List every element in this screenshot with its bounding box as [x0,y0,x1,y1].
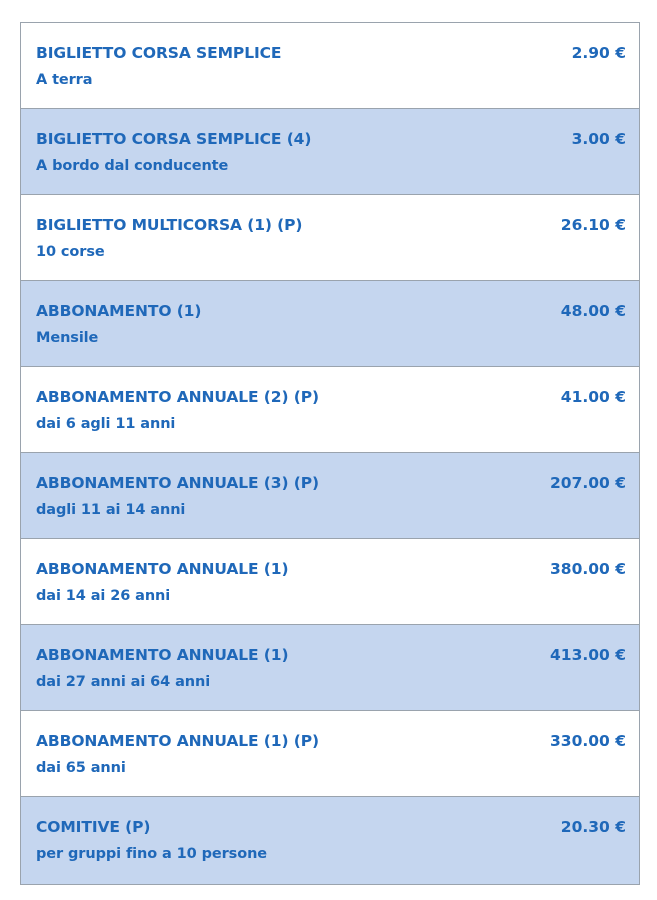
fare-description: per gruppi fino a 10 persone [36,846,268,862]
fare-name: BIGLIETTO MULTICORSA (1) (P) [36,216,303,234]
fare-row [21,539,639,625]
fare-name: ABBONAMENTO (1) [36,302,202,320]
fare-description: dai 27 anni ai 64 anni [36,674,211,690]
fare-price: 41.00 € [560,388,626,406]
fare-description: 10 corse [36,244,105,260]
fare-description: dai 65 anni [36,760,126,776]
fare-price: 413.00 € [550,646,626,664]
fare-price: 330.00 € [550,732,626,750]
fare-description: A bordo dal conducente [36,158,229,174]
fare-table [20,22,640,885]
fare-price: 207.00 € [550,474,626,492]
fare-row [21,281,639,367]
fare-description: dai 6 agli 11 anni [36,416,176,432]
fare-price: 380.00 € [550,560,626,578]
fare-name: ABBONAMENTO ANNUALE (2) (P) [36,388,319,406]
fare-price: 3.00 € [571,130,626,148]
fare-name: BIGLIETTO CORSA SEMPLICE (4) [36,130,312,148]
fare-name: ABBONAMENTO ANNUALE (1) [36,560,289,578]
fare-description: dagli 11 ai 14 anni [36,502,186,518]
fare-name: ABBONAMENTO ANNUALE (3) (P) [36,474,319,492]
fare-row [21,109,639,195]
fare-price: 26.10 € [560,216,626,234]
fare-row [21,711,639,797]
fare-row [21,195,639,281]
fare-description: A terra [36,72,93,88]
fare-name: ABBONAMENTO ANNUALE (1) (P) [36,732,319,750]
fare-row [21,367,639,453]
fare-row [21,23,639,109]
fare-row [21,453,639,539]
fare-name: COMITIVE (P) [36,818,151,836]
fare-price: 20.30 € [560,818,626,836]
fare-price: 2.90 € [571,44,626,62]
fare-name: BIGLIETTO CORSA SEMPLICE [36,44,282,62]
fare-row [21,797,639,884]
fare-price: 48.00 € [560,302,626,320]
fare-row [21,625,639,711]
fare-description: Mensile [36,330,99,346]
fare-description: dai 14 ai 26 anni [36,588,171,604]
fare-name: ABBONAMENTO ANNUALE (1) [36,646,289,664]
